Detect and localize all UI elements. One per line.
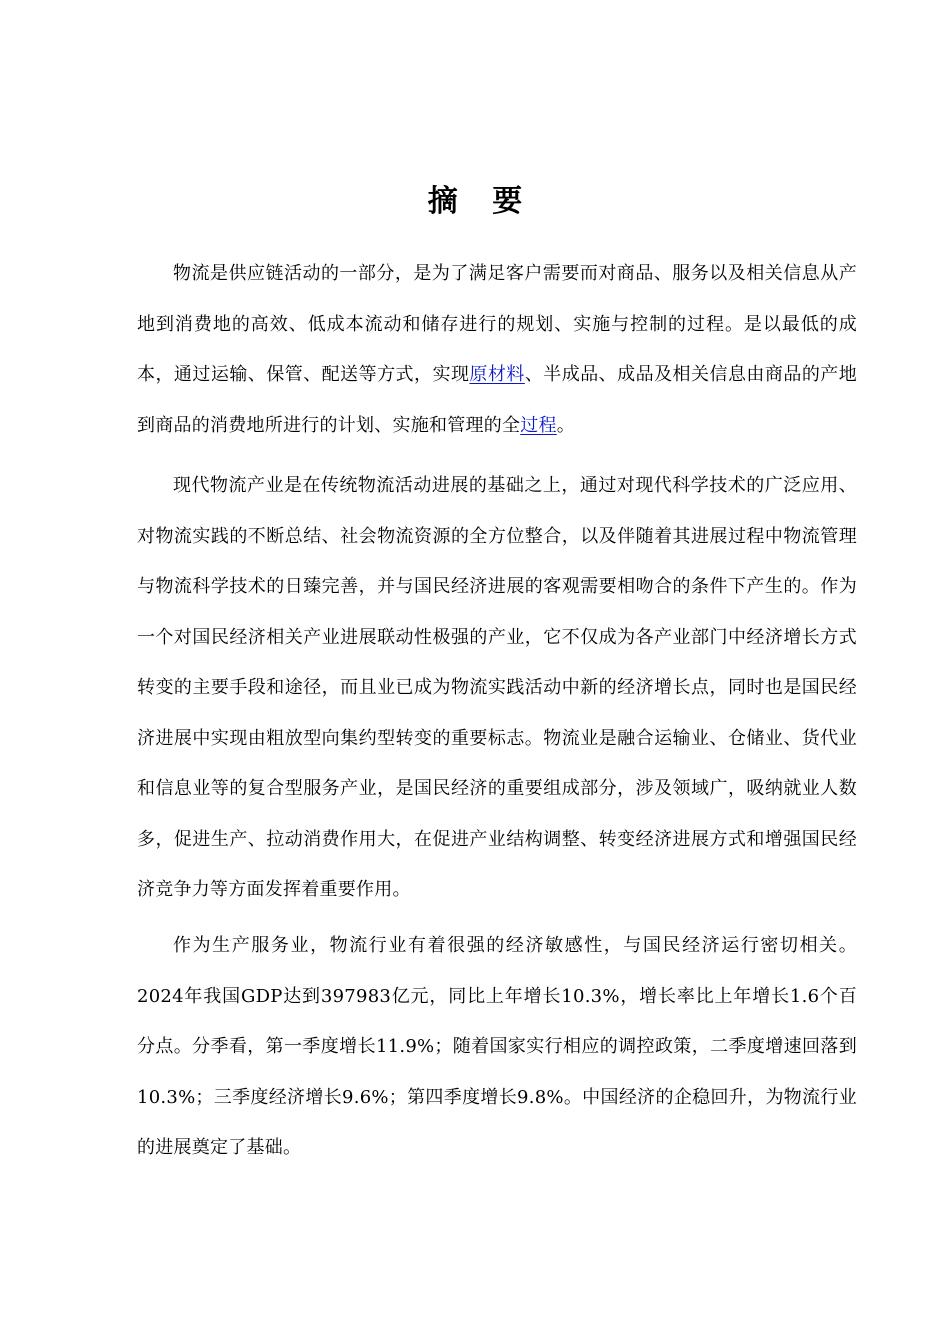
abstract-paragraph-2 <box>137 461 857 916</box>
text-segment: 现代物流产业是在传统物流活动进展的基础之上，通过对现代科学技术的广泛应用、对物流实践的不断总结、社会物流资源的全方位整合，以及伴随着其进展过程中物流管理与物流科学技术的日臻完善，并与国民经济进展的客观需要相吻合的条件下产生的。作为一个对国民经济相关产业进展联动性极强的产业，它不仅成为各产业部门中经济增长方式转变的主要手段和途径，而且业已成为物流实践活动中新的经济增长点，同时也是国民经济进展中实现由粗放型向集约型转变的重要标志。物流业是融合运输业、仓储业、货代业和信息业等的复合型服务产业，是国民经济的重要组成部分，涉及领域广，吸纳就业人数多，促进生产、拉动消费作用大，在促进产业结构调整、转变经济进展方式和增强国民经济竞争力等方面发挥着重要作用。 <box>137 475 857 900</box>
paragraph-text <box>137 921 857 1174</box>
page-title: 摘 要 <box>427 184 535 219</box>
process-link[interactable]: 过程 <box>520 414 557 436</box>
paragraph-text <box>137 249 857 451</box>
text-segment: 作为生产服务业，物流行业有着很强的经济敏感性，与国民经济运行密切相关。2024年我国GDP达到397983亿元，同比上年增长10.3%，增长率比上年增长1.6个百分点。分季看，第一季度增长11.9%；随着国家实行相应的调控政策，二季度增速回落到10.3%；三季度经济增长9.6%；第四季度增长9.8%。中国经济的企稳回升，为物流行业的进展奠定了基础。 <box>137 935 857 1158</box>
abstract-paragraph-1 <box>137 249 857 451</box>
abstract-paragraph-3 <box>137 921 857 1174</box>
text-segment: 物流是供应链活动的一部分，是为了满足客户需要而对商品、服务以及相关信息从产地到消费地的高效、低成本流动和储存进行的规划、实施与控制的过程。是以最低的成本，通过运输、保管、配送等方式，实现 <box>137 263 857 385</box>
text-segment: 。 <box>556 414 575 436</box>
raw-materials-link[interactable]: 原材料 <box>469 364 525 385</box>
text-segment: 、半成品、成品及相关信息由商品的产地到商品的消费地所进行的计划、实施和管理的全 <box>137 364 858 436</box>
paragraph-text <box>137 461 857 916</box>
